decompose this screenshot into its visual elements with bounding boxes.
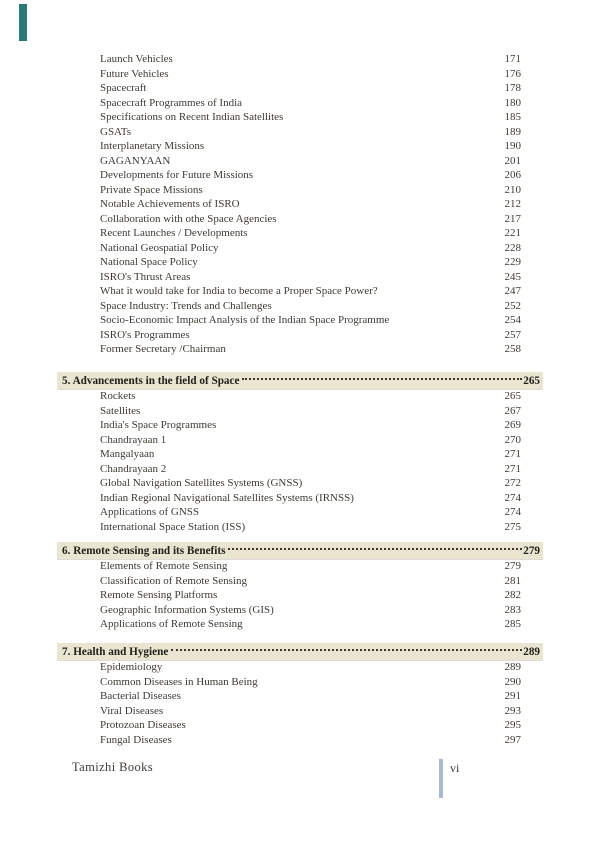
page-number: vi: [450, 761, 460, 775]
toc-entry-title: Applications of GNSS: [100, 506, 199, 518]
publisher-name: Tamizhi Books: [72, 760, 154, 774]
toc-entry-title: Spacecraft Programmes of India: [100, 96, 243, 109]
toc-entry-title: Developments for Future Missions: [100, 169, 254, 181]
toc-entry-page: 275: [504, 520, 521, 533]
toc-entry-page: 283: [504, 603, 521, 616]
toc-section-health-hygiene: [100, 660, 521, 747]
toc-entry-title: ISRO's Thrust Areas: [100, 270, 191, 283]
toc-entry-page: 212: [504, 198, 521, 210]
toc-entry-page: 171: [504, 53, 521, 65]
toc-entry-page: 228: [504, 241, 521, 254]
toc-entry-title: Fungal Diseases: [100, 733, 172, 746]
toc-entry-title: Specifications on Recent Indian Satellites: [100, 111, 284, 123]
toc-entry-title: National Geospatial Policy: [100, 241, 219, 254]
toc-entry-list: [100, 559, 521, 632]
toc-entry-page: 190: [504, 140, 521, 152]
toc-entry-page: 289: [504, 661, 521, 673]
toc-entry-row: [100, 574, 521, 589]
toc-entry-row: [100, 270, 521, 285]
toc-entry-row: [100, 603, 521, 618]
toc-entry-page: 274: [504, 491, 521, 504]
toc-entry-title: Protozoan Diseases: [100, 719, 186, 731]
toc-entry-row: [100, 718, 521, 733]
toc-entry-row: [100, 226, 521, 241]
toc-entry-title: Spacecraft: [100, 82, 147, 94]
toc-entry-page: 269: [504, 419, 521, 431]
toc-entry-page: 229: [504, 256, 521, 268]
toc-entry-row: [100, 125, 521, 140]
toc-entry-row: [100, 733, 521, 748]
toc-entry-row: [100, 81, 521, 96]
toc-entry-page: 297: [504, 733, 521, 746]
toc-entry-row: [100, 404, 521, 419]
toc-entry-row: [100, 154, 521, 169]
toc-entry-row: [100, 168, 521, 183]
toc-entry-page: 271: [504, 462, 521, 475]
toc-entry-title: Epidemiology: [100, 661, 163, 673]
toc-entry-title: Elements of Remote Sensing: [100, 560, 228, 572]
toc-entry-title: What it would take for India to become a Proper Space Power?: [100, 285, 378, 297]
toc-entry-title: Future Vehicles: [100, 67, 169, 80]
toc-entry-title: Socio-Economic Impact Analysis of the Indian Space Programme: [100, 314, 390, 326]
toc-entry-title: International Space Station (ISS): [100, 520, 246, 533]
toc-entry-page: 285: [504, 618, 521, 630]
toc-entry-row: [100, 704, 521, 719]
toc-entry-page: 279: [504, 560, 521, 572]
toc-entry-page: 245: [504, 270, 521, 283]
toc-entry-title: National Space Policy: [100, 256, 198, 268]
toc-entry-row: [100, 520, 521, 535]
section-header-remote-sensing: [57, 542, 543, 559]
toc-entry-page: 178: [504, 82, 521, 94]
toc-entry-title: Chandrayaan 2: [100, 462, 167, 475]
toc-entry-page: 201: [504, 154, 521, 167]
toc-entry-row: [100, 241, 521, 256]
toc-section-remote-sensing: [100, 559, 521, 632]
toc-entry-page: 257: [504, 328, 521, 341]
toc-entry-title: Viral Diseases: [100, 704, 164, 717]
toc-entry-page: 270: [504, 433, 521, 446]
toc-entry-page: 267: [504, 404, 521, 417]
toc-entry-page: 271: [504, 448, 521, 460]
toc-entry-row: [100, 328, 521, 343]
toc-entry-page: 210: [504, 183, 521, 196]
toc-entry-row: [100, 418, 521, 433]
toc-entry-page: 206: [504, 169, 521, 181]
toc-entry-page: 291: [504, 690, 521, 702]
toc-entry-row: [100, 433, 521, 448]
toc-entry-title: Space Industry: Trends and Challenges: [100, 299, 272, 312]
section-header-advancements-space: [57, 372, 543, 389]
dotted-leader: [242, 378, 522, 380]
toc-entry-page: 252: [504, 299, 521, 312]
toc-entry-title: India's Space Programmes: [100, 419, 217, 431]
toc-entry-page: 189: [504, 125, 521, 138]
toc-entry-page: 180: [504, 96, 521, 109]
toc-entry-list: [100, 660, 521, 747]
toc-entry-row: [100, 67, 521, 82]
toc-entry-title: Classification of Remote Sensing: [100, 574, 247, 587]
toc-entry-title: GAGANYAAN: [100, 154, 171, 167]
dotted-leader: [228, 548, 522, 550]
toc-entry-row: [100, 110, 521, 125]
toc-entry-title: Collaboration with othe Space Agencies: [100, 212, 277, 225]
section-title: 7. Health and Hygiene: [62, 645, 169, 658]
toc-section-continuation: [100, 52, 521, 357]
toc-entry-row: [100, 476, 521, 491]
toc-entry-row: [100, 660, 521, 675]
dotted-leader: [171, 649, 522, 651]
toc-entry-title: Recent Launches / Developments: [100, 227, 248, 239]
toc-entry-page: 290: [504, 675, 521, 688]
toc-entry-title: Indian Regional Navigational Satellites Systems (IRNSS): [100, 491, 354, 504]
toc-entry-page: 282: [504, 589, 521, 601]
toc-entry-title: Private Space Missions: [100, 183, 203, 196]
toc-entry-page: 293: [504, 704, 521, 717]
toc-entry-row: [100, 139, 521, 154]
toc-entry-row: [100, 559, 521, 574]
toc-entry-page: 176: [504, 67, 521, 80]
toc-entry-page: 254: [504, 314, 521, 326]
footer-divider-bar: [439, 759, 443, 798]
toc-entry-list: [100, 389, 521, 534]
toc-entry-row: [100, 299, 521, 314]
section-page-number: 289: [523, 645, 540, 658]
toc-entry-list: [100, 52, 521, 357]
toc-entry-title: Rockets: [100, 390, 136, 402]
toc-entry-title: ISRO's Programmes: [100, 328, 190, 341]
toc-entry-row: [100, 689, 521, 704]
toc-entry-page: 295: [504, 719, 521, 731]
toc-entry-page: 258: [504, 343, 521, 355]
toc-entry-row: [100, 96, 521, 111]
toc-entry-title: Common Diseases in Human Being: [100, 675, 258, 688]
toc-entry-title: Notable Achievements of ISRO: [100, 198, 240, 210]
toc-entry-row: [100, 462, 521, 477]
toc-entry-title: Bacterial Diseases: [100, 690, 181, 702]
toc-entry-page: 274: [504, 506, 521, 518]
toc-entry-row: [100, 313, 521, 328]
toc-entry-row: [100, 183, 521, 198]
toc-entry-row: [100, 491, 521, 506]
toc-entry-title: Mangalyaan: [100, 448, 155, 460]
section-title: 6. Remote Sensing and its Benefits: [62, 544, 226, 557]
toc-entry-row: [100, 212, 521, 227]
toc-entry-title: Interplanetary Missions: [100, 140, 205, 152]
toc-entry-row: [100, 197, 521, 212]
toc-entry-page: 217: [504, 212, 521, 225]
toc-entry-row: [100, 447, 521, 462]
toc-entry-row: [100, 255, 521, 270]
section-page-number: 265: [523, 374, 540, 387]
toc-entry-title: Global Navigation Satellites Systems (GNSS): [100, 477, 303, 489]
toc-entry-row: [100, 389, 521, 404]
toc-entry-title: GSATs: [100, 125, 132, 138]
toc-entry-row: [100, 505, 521, 520]
corner-accent-bar: [19, 4, 27, 41]
toc-entry-page: 265: [504, 390, 521, 402]
toc-entry-title: Satellites: [100, 404, 141, 417]
toc-section-advancements-space: [100, 389, 521, 534]
toc-entry-row: [100, 588, 521, 603]
toc-entry-page: 247: [504, 285, 521, 297]
toc-entry-page: 272: [504, 477, 521, 489]
toc-entry-title: Chandrayaan 1: [100, 433, 167, 446]
toc-entry-title: Former Secretary /Chairman: [100, 343, 226, 355]
section-page-number: 279: [523, 544, 540, 557]
toc-entry-page: 185: [504, 111, 521, 123]
toc-entry-row: [100, 675, 521, 690]
toc-entry-title: Geographic Information Systems (GIS): [100, 603, 274, 616]
toc-entry-title: Launch Vehicles: [100, 53, 173, 65]
toc-entry-title: Applications of Remote Sensing: [100, 618, 243, 630]
toc-entry-row: [100, 342, 521, 357]
toc-entry-row: [100, 52, 521, 67]
toc-entry-title: Remote Sensing Platforms: [100, 589, 218, 601]
toc-entry-page: 221: [504, 227, 521, 239]
toc-entry-page: 281: [504, 574, 521, 587]
section-header-health-hygiene: [57, 643, 543, 660]
toc-entry-row: [100, 617, 521, 632]
toc-entry-row: [100, 284, 521, 299]
section-title: 5. Advancements in the field of Space: [62, 374, 240, 387]
